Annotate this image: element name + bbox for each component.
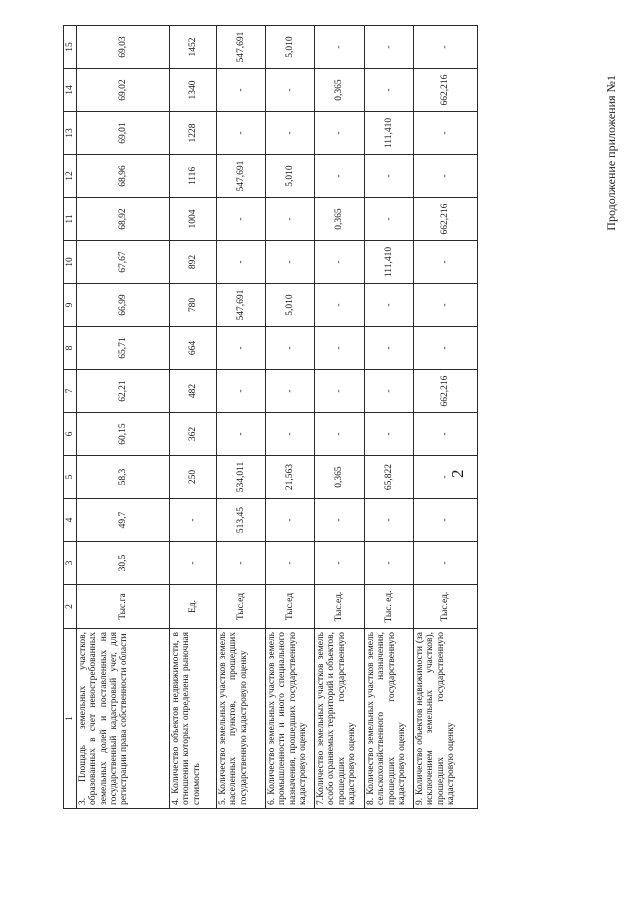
value-cell: - bbox=[414, 284, 478, 327]
value-cell: 1116 bbox=[170, 155, 217, 198]
unit-cell: Тыс.ед. bbox=[315, 585, 365, 629]
value-cell: 513,45 bbox=[217, 499, 266, 542]
value-cell: 892 bbox=[170, 241, 217, 284]
table-header-row bbox=[64, 26, 77, 809]
value-cell: 1340 bbox=[170, 69, 217, 112]
value-cell: - bbox=[414, 327, 478, 370]
value-cell: - bbox=[266, 112, 315, 155]
column-header: 12 bbox=[64, 155, 77, 198]
table-row bbox=[315, 26, 365, 809]
column-header: 13 bbox=[64, 112, 77, 155]
value-cell: - bbox=[315, 155, 365, 198]
value-cell: - bbox=[365, 499, 414, 542]
value-cell: - bbox=[266, 69, 315, 112]
value-cell: - bbox=[414, 456, 478, 499]
value-cell: 362 bbox=[170, 413, 217, 456]
value-cell: 662,216 bbox=[414, 69, 478, 112]
value-cell: 60,15 bbox=[77, 413, 170, 456]
value-cell: 21,563 bbox=[266, 456, 315, 499]
value-cell: - bbox=[170, 542, 217, 585]
table-row bbox=[266, 26, 315, 809]
appendix-continuation-note: Продолжение приложения №1 bbox=[604, 75, 618, 231]
value-cell: - bbox=[365, 69, 414, 112]
column-header: 1 bbox=[64, 629, 77, 809]
value-cell: 534,011 bbox=[217, 456, 266, 499]
value-cell: - bbox=[315, 284, 365, 327]
indicator-description: 7.Количество земельных участков земель особо охраняемых территорий и объектов, прошедших государственную кадастровую оценку bbox=[315, 629, 365, 809]
column-header: 2 bbox=[64, 585, 77, 629]
value-cell: 5,010 bbox=[266, 284, 315, 327]
indicator-description: 6. Количество земельных участков земель промышленности и иного специального назначения, прошедших государственную кадастровую оценку bbox=[266, 629, 315, 809]
value-cell: 58,3 bbox=[77, 456, 170, 499]
value-cell: - bbox=[217, 198, 266, 241]
column-header: 6 bbox=[64, 413, 77, 456]
value-cell: - bbox=[315, 112, 365, 155]
unit-cell: Тыс. ед. bbox=[365, 585, 414, 629]
value-cell: 547,691 bbox=[217, 26, 266, 69]
value-cell: 65,822 bbox=[365, 456, 414, 499]
value-cell: - bbox=[315, 499, 365, 542]
value-cell: - bbox=[315, 413, 365, 456]
unit-cell: Тыс.ед. bbox=[414, 585, 478, 629]
value-cell: - bbox=[217, 413, 266, 456]
column-header: 3 bbox=[64, 542, 77, 585]
value-cell: - bbox=[266, 499, 315, 542]
unit-cell: Тыс.га bbox=[77, 585, 170, 629]
value-cell: 0,365 bbox=[315, 198, 365, 241]
value-cell: 547,691 bbox=[217, 155, 266, 198]
value-cell: - bbox=[266, 413, 315, 456]
value-cell: - bbox=[315, 327, 365, 370]
value-cell: 67,67 bbox=[77, 241, 170, 284]
table-row bbox=[77, 26, 170, 809]
value-cell: - bbox=[365, 542, 414, 585]
value-cell: 111,410 bbox=[365, 241, 414, 284]
value-cell: - bbox=[315, 542, 365, 585]
indicator-description: 5. Количество земельных участков земель населенных пунктов, прошедших государственную кадастровую оценку bbox=[217, 629, 266, 809]
value-cell: 1452 bbox=[170, 26, 217, 69]
value-cell: - bbox=[365, 26, 414, 69]
value-cell: - bbox=[315, 26, 365, 69]
value-cell: - bbox=[266, 327, 315, 370]
value-cell: - bbox=[365, 327, 414, 370]
value-cell: 69,03 bbox=[77, 26, 170, 69]
unit-cell: Тыс.ед bbox=[217, 585, 266, 629]
value-cell: 66,99 bbox=[77, 284, 170, 327]
value-cell: 780 bbox=[170, 284, 217, 327]
indicator-description: 8. Количество земельных участков земель сельскохозяйственного назначения, прошедших государственную кадастровую оценку bbox=[365, 629, 414, 809]
table-row bbox=[170, 26, 217, 809]
value-cell: 662,216 bbox=[414, 370, 478, 413]
value-cell: - bbox=[315, 241, 365, 284]
value-cell: 0,365 bbox=[315, 69, 365, 112]
value-cell: - bbox=[414, 413, 478, 456]
value-cell: - bbox=[414, 241, 478, 284]
column-header: 10 bbox=[64, 241, 77, 284]
column-header: 7 bbox=[64, 370, 77, 413]
value-cell: - bbox=[266, 198, 315, 241]
value-cell: 250 bbox=[170, 456, 217, 499]
indicators-table bbox=[63, 25, 478, 809]
value-cell: 111,410 bbox=[365, 112, 414, 155]
column-header: 4 bbox=[64, 499, 77, 542]
value-cell: 664 bbox=[170, 327, 217, 370]
value-cell: 69,01 bbox=[77, 112, 170, 155]
value-cell: 1004 bbox=[170, 198, 217, 241]
rotated-content bbox=[0, 31, 640, 905]
column-header: 11 bbox=[64, 198, 77, 241]
value-cell: - bbox=[217, 112, 266, 155]
value-cell: - bbox=[266, 542, 315, 585]
table-row bbox=[365, 26, 414, 809]
value-cell: 30,5 bbox=[77, 542, 170, 585]
table-row bbox=[414, 26, 478, 809]
value-cell: 1228 bbox=[170, 112, 217, 155]
value-cell: 65,71 bbox=[77, 327, 170, 370]
value-cell: - bbox=[217, 542, 266, 585]
value-cell: 69,02 bbox=[77, 69, 170, 112]
value-cell: - bbox=[217, 69, 266, 112]
indicator-description: 3. Площадь земельных участков, образованных в счет невостребованных земельных долей и поставленных на государственный кадастровый учет, для регистрации права собственности области bbox=[77, 629, 170, 809]
table-body bbox=[77, 26, 478, 809]
value-cell: 482 bbox=[170, 370, 217, 413]
value-cell: 62,21 bbox=[77, 370, 170, 413]
unit-cell: Ед. bbox=[170, 585, 217, 629]
table-row bbox=[217, 26, 266, 809]
value-cell: - bbox=[414, 26, 478, 69]
value-cell: - bbox=[365, 370, 414, 413]
value-cell: - bbox=[217, 370, 266, 413]
value-cell: - bbox=[266, 370, 315, 413]
value-cell: 68,92 bbox=[77, 198, 170, 241]
page-number: 2 bbox=[448, 469, 467, 478]
column-header: 15 bbox=[64, 26, 77, 69]
column-header: 8 bbox=[64, 327, 77, 370]
value-cell: - bbox=[170, 499, 217, 542]
value-cell: - bbox=[217, 241, 266, 284]
column-header: 5 bbox=[64, 456, 77, 499]
value-cell: - bbox=[414, 542, 478, 585]
value-cell: 5,010 bbox=[266, 26, 315, 69]
indicator-description: 4. Количество объектов недвижимости, в отношении которых определена рыночная стоимость bbox=[170, 629, 217, 809]
value-cell: 662,216 bbox=[414, 198, 478, 241]
value-cell: - bbox=[365, 284, 414, 327]
value-cell: - bbox=[365, 413, 414, 456]
value-cell: - bbox=[414, 155, 478, 198]
value-cell: - bbox=[365, 155, 414, 198]
value-cell: - bbox=[414, 499, 478, 542]
value-cell: - bbox=[365, 198, 414, 241]
column-header: 14 bbox=[64, 69, 77, 112]
column-header: 9 bbox=[64, 284, 77, 327]
unit-cell: Тыс.ед bbox=[266, 585, 315, 629]
value-cell: - bbox=[315, 370, 365, 413]
value-cell: - bbox=[266, 241, 315, 284]
value-cell: - bbox=[217, 327, 266, 370]
value-cell: - bbox=[414, 112, 478, 155]
value-cell: 68,96 bbox=[77, 155, 170, 198]
value-cell: 547,691 bbox=[217, 284, 266, 327]
value-cell: 0,365 bbox=[315, 456, 365, 499]
value-cell: 5,010 bbox=[266, 155, 315, 198]
value-cell: 49,7 bbox=[77, 499, 170, 542]
indicator-description: 9. Количество объектов недвижимости (за исключением земельных участков), прошедших государственную кадастровую оценку bbox=[414, 629, 478, 809]
